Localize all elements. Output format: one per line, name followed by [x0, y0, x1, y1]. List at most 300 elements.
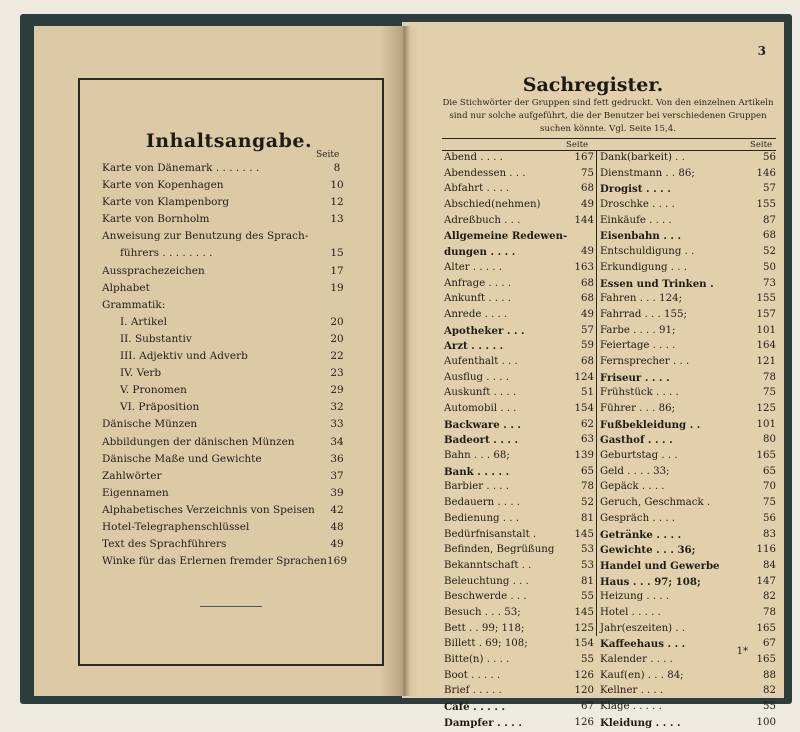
register-right-entry-page: 165 — [756, 622, 776, 634]
register-left-entry — [444, 670, 594, 686]
register-left-entry — [444, 199, 594, 215]
register-left-entry-page: 120 — [574, 685, 594, 697]
toc-entry — [102, 470, 352, 487]
register-left-entry-text: Abendessen . . . — [444, 167, 526, 179]
register-left-column — [444, 152, 594, 732]
register-left-entry-text: Bedürfnisanstalt . — [444, 528, 537, 540]
register-left-entry — [444, 450, 594, 466]
register-right-entry-text: Heizung . . . . — [600, 591, 670, 603]
toc-entry-page: 8 — [333, 162, 341, 174]
toc-entry — [102, 436, 352, 453]
toc-entry-text: Karte von Dänemark . . . . . . . — [102, 162, 260, 174]
register-left-entry-page: 126 — [574, 669, 594, 681]
register-right-entry-page: 100 — [756, 716, 776, 728]
toc-entry-text: Alphabetisches Verzeichnis von Speisen — [102, 503, 315, 516]
register-left-entry-page: 55 — [581, 654, 594, 665]
toc-entry-text: Dänische Maße und Gewichte — [102, 452, 262, 465]
register-left-entry-page: 68 — [581, 183, 594, 195]
register-left-entry-page: 139 — [574, 450, 594, 462]
register-title: Sachregister. — [522, 74, 664, 96]
toc-entry — [102, 179, 352, 196]
register-left-entry-page: 62 — [581, 418, 594, 430]
register-right-entry — [600, 450, 776, 466]
register-right-entry-page: 165 — [756, 654, 776, 665]
register-left-entry — [444, 183, 594, 199]
register-left-entry — [444, 403, 594, 419]
register-left-entry-page: 125 — [574, 622, 594, 634]
register-right-entry — [600, 387, 776, 403]
toc-entry-page: 42 — [330, 503, 344, 516]
register-left-entry — [444, 215, 594, 231]
header-rule — [442, 138, 776, 139]
toc-entry-text: Alphabet — [102, 281, 150, 294]
register-right-entry-text: Fahrrad . . . 155; — [600, 308, 687, 320]
register-right-entry-text: Entschuldigung . . — [600, 246, 695, 258]
toc-entry-page: 48 — [330, 520, 344, 533]
register-right-entry-page: 70 — [763, 481, 776, 493]
ornament-rule — [200, 606, 262, 607]
register-right-entry-page: 82 — [763, 591, 776, 603]
register-left-entry-page: 55 — [581, 591, 594, 603]
register-left-entry — [444, 309, 594, 325]
toc-entry-page: 20 — [330, 315, 344, 328]
register-left-entry-page: 167 — [574, 152, 594, 163]
toc-entry-text: Text des Sprachführers — [102, 538, 227, 551]
register-right-entry — [600, 481, 776, 497]
register-left-entry-text: Bank . . . . . — [444, 465, 510, 478]
register-right-entry-text: Jahr(eszeiten) . . — [600, 622, 686, 634]
register-left-entry-text: Abschied(nehmen) — [444, 199, 541, 211]
toc-entry — [102, 316, 352, 333]
register-right-column — [600, 152, 776, 732]
register-right-entry — [600, 372, 776, 388]
register-right-entry-page: 52 — [763, 246, 776, 258]
register-right-entry-page: 157 — [756, 308, 776, 320]
register-left-entry — [444, 607, 594, 623]
register-right-entry-page: 155 — [756, 199, 776, 211]
toc-entry-text: Dänische Münzen — [102, 418, 198, 431]
register-right-entry-page: 57 — [763, 183, 776, 195]
register-left-entry — [444, 701, 594, 717]
register-right-entry-text: Kaffeehaus . . . — [600, 638, 686, 651]
register-left-entry — [444, 230, 594, 246]
register-left-entry-page: 81 — [581, 512, 594, 524]
register-left-entry-page: 53 — [581, 544, 594, 556]
register-right-entry-page: 55 — [763, 701, 776, 713]
register-left-entry-text: Abfahrt . . . . — [444, 183, 510, 195]
register-left-entry-text: Dampfer . . . . — [444, 716, 522, 729]
register-right-entry — [600, 529, 776, 545]
register-right-entry-page: 56 — [763, 152, 776, 163]
register-left-entry — [444, 387, 594, 403]
toc-entry-text: III. Adjektiv und Adverb — [120, 350, 248, 363]
toc-entry — [102, 538, 352, 555]
register-right-entry-page: 67 — [763, 638, 776, 650]
register-right-entry-page: 146 — [756, 167, 776, 179]
register-left-entry — [444, 576, 594, 592]
register-right-entry-text: Klage . . . . . — [600, 701, 662, 713]
register-left-entry-text: Brief . . . . . — [444, 685, 502, 697]
register-right-entry-page: 101 — [756, 324, 776, 336]
register-right-entry-text: Gepäck . . . . — [600, 481, 665, 493]
register-right-entry — [600, 230, 776, 246]
register-left-entry — [444, 325, 594, 341]
register-left-entry-text: Bahn . . . 68; — [444, 450, 510, 462]
toc-list — [102, 162, 352, 572]
register-right-entry-page: 80 — [763, 434, 776, 446]
toc-seite-header: Seite — [316, 150, 340, 160]
register-right-entry-text: Haus . . . 97; 108; — [600, 575, 701, 588]
register-left-entry — [444, 529, 594, 545]
register-right-entry — [600, 513, 776, 529]
column-header-rule — [442, 150, 776, 151]
register-right-entry — [600, 293, 776, 309]
register-right-entry-text: Geld . . . . 33; — [600, 465, 670, 477]
register-left-entry — [444, 246, 594, 262]
toc-entry-page: 19 — [330, 281, 344, 294]
register-left-entry — [444, 340, 594, 356]
register-left-entry-text: Barbier . . . . — [444, 481, 510, 493]
toc-entry-text: II. Substantiv — [120, 332, 192, 345]
register-right-entry-text: Gespräch . . . . — [600, 512, 676, 524]
register-right-entry-text: Feiertage . . . . — [600, 340, 676, 352]
register-right-entry-text: Gasthof . . . . — [600, 434, 673, 447]
register-right-entry — [600, 152, 776, 168]
register-right-entry-text: Eisenbahn . . . — [600, 230, 682, 243]
register-right-entry-page: 101 — [756, 418, 776, 430]
register-left-entry-text: Allgemeine Redewen- — [444, 230, 568, 243]
register-right-entry-page: 88 — [763, 669, 776, 681]
toc-entry — [102, 367, 352, 384]
toc-entry-page: 169 — [326, 555, 348, 568]
register-right-entry-page: 75 — [763, 387, 776, 399]
register-right-entry — [600, 544, 776, 560]
register-right-entry-text: Drogist . . . . — [600, 183, 671, 196]
register-left-entry-text: Bitte(n) . . . . — [444, 654, 510, 665]
register-left-entry-page: 49 — [581, 308, 594, 320]
register-left-entry-text: Alter . . . . . — [444, 261, 502, 273]
register-left-entry-text: Bedauern . . . . — [444, 497, 521, 509]
toc-entry — [102, 282, 352, 299]
toc-entry — [102, 350, 352, 367]
toc-entry — [102, 384, 352, 401]
register-left-entry-page: 154 — [574, 403, 594, 414]
register-left-entry-page: 68 — [581, 277, 594, 289]
register-left-entry — [444, 497, 594, 513]
register-left-entry-text: Café . . . . . — [444, 701, 506, 714]
register-right-entry-text: Getränke . . . . — [600, 528, 682, 541]
register-right-entry-text: Dank(barkeit) . . — [600, 152, 685, 163]
column-divider — [596, 150, 597, 636]
register-right-entry-page: 87 — [763, 214, 776, 226]
register-left-entry — [444, 544, 594, 560]
register-left-entry — [444, 293, 594, 309]
register-left-entry-page: 68 — [581, 293, 594, 305]
register-left-entry-page: 68 — [581, 355, 594, 367]
toc-entry — [102, 521, 352, 538]
toc-entry — [102, 401, 352, 418]
toc-entry-text: Hotel-Telegraphenschlüssel — [102, 520, 250, 533]
register-left-entry — [444, 168, 594, 184]
seite-header-left: Seite — [566, 140, 589, 150]
register-right-entry — [600, 419, 776, 435]
toc-entry — [102, 247, 352, 264]
register-right-entry — [600, 246, 776, 262]
register-right-entry-page: 125 — [756, 403, 776, 414]
toc-entry-text: Karte von Klampenborg — [102, 196, 230, 209]
toc-entry-page: 29 — [330, 384, 344, 397]
register-right-entry-page: 84 — [763, 559, 776, 571]
register-right-entry-text: Kauf(en) . . . 84; — [600, 669, 684, 681]
register-right-entry — [600, 309, 776, 325]
register-right-entry-page: 147 — [756, 575, 776, 587]
register-right-entry-text: Führer . . . 86; — [600, 403, 676, 414]
register-right-entry — [600, 262, 776, 278]
register-right-entry-page: 82 — [763, 685, 776, 697]
register-right-entry — [600, 278, 776, 294]
toc-entry — [102, 299, 352, 316]
register-right-entry-text: Erkundigung . . . — [600, 261, 687, 273]
register-left-entry-page: 145 — [574, 528, 594, 540]
register-right-entry-page: 116 — [756, 544, 776, 556]
toc-entry-text: Aussprachezeichen — [102, 264, 205, 277]
toc-entry — [102, 265, 352, 282]
register-right-entry — [600, 215, 776, 231]
toc-entry — [102, 162, 352, 179]
toc-entry-text: Grammatik: — [102, 298, 166, 311]
register-right-entry — [600, 654, 776, 670]
register-right-entry-text: Kleidung . . . . — [600, 716, 681, 729]
toc-entry — [102, 333, 352, 350]
register-left-entry-text: Ankunft . . . . — [444, 293, 511, 305]
register-left-entry — [444, 623, 594, 639]
register-right-entry-text: Farbe . . . . 91; — [600, 324, 676, 336]
register-left-entry-text: Apotheker . . . — [444, 324, 525, 337]
register-left-entry-page: 59 — [581, 340, 594, 352]
register-left-entry-text: Auskunft . . . . — [444, 387, 517, 399]
register-left-entry-page: 124 — [574, 371, 594, 383]
register-right-entry-text: Einkäufe . . . . — [600, 214, 672, 226]
register-left-entry-page: 81 — [581, 575, 594, 587]
register-right-entry — [600, 576, 776, 592]
toc-entry-page: 22 — [330, 350, 344, 363]
register-left-entry-page: 52 — [581, 497, 594, 509]
register-right-entry-page: 155 — [756, 293, 776, 305]
seite-header-right: Seite — [750, 140, 773, 150]
register-right-entry-text: Fußbekleidung . . — [600, 418, 701, 431]
register-left-entry-page: 57 — [581, 324, 594, 336]
register-left-entry — [444, 152, 594, 168]
toc-entry-text: IV. Verb — [120, 367, 162, 380]
register-left-entry — [444, 419, 594, 435]
register-left-entry-page: 49 — [581, 199, 594, 211]
register-left-entry-text: Beleuchtung . . . — [444, 575, 529, 587]
register-left-entry-page: 53 — [581, 559, 594, 571]
register-right-entry-text: Gewichte . . . 36; — [600, 544, 696, 557]
register-left-entry-text: Adreßbuch . . . — [444, 214, 521, 226]
register-right-entry-page: 73 — [763, 277, 776, 289]
register-left-entry — [444, 560, 594, 576]
register-left-entry-page: 65 — [581, 465, 594, 477]
register-right-entry-text: Frühstück . . . . — [600, 387, 679, 399]
toc-entry-page: 10 — [330, 179, 344, 192]
register-left-entry — [444, 685, 594, 701]
register-left-entry-page: 145 — [574, 606, 594, 618]
register-right-entry — [600, 670, 776, 686]
toc-entry-text: I. Artikel — [120, 315, 167, 328]
toc-entry-text: Karte von Bornholm — [102, 213, 210, 226]
toc-entry — [102, 555, 352, 572]
register-left-entry-page: 75 — [581, 167, 594, 179]
register-left-entry — [444, 434, 594, 450]
register-left-entry-page: 49 — [581, 246, 594, 258]
register-right-entry-page: 164 — [756, 340, 776, 352]
register-right-entry — [600, 623, 776, 639]
register-right-entry-text: Geruch, Geschmack . — [600, 497, 711, 509]
register-right-entry — [600, 591, 776, 607]
register-left-entry-page: 63 — [581, 434, 594, 446]
toc-entry — [102, 213, 352, 230]
toc-entry-text: Anweisung zur Benutzung des Sprach- — [102, 230, 309, 243]
register-left-entry-text: Anfrage . . . . — [444, 277, 512, 289]
toc-entry-page: 12 — [330, 196, 344, 209]
register-right-entry — [600, 466, 776, 482]
signature-mark: 1* — [736, 646, 748, 657]
toc-entry-page: 49 — [330, 538, 344, 551]
register-left-entry-text: Boot . . . . . — [444, 669, 501, 681]
toc-entry — [102, 418, 352, 435]
register-right-entry-page: 65 — [763, 465, 776, 477]
register-right-entry-page: 68 — [763, 230, 776, 242]
register-right-entry — [600, 325, 776, 341]
register-left-entry-page: 163 — [574, 261, 594, 273]
register-right-entry-page: 78 — [763, 606, 776, 618]
register-left-entry-text: Badeort . . . . — [444, 434, 519, 447]
toc-entry-text: Eigennamen — [102, 486, 169, 499]
toc-entry-page: 23 — [330, 367, 344, 380]
register-left-entry-page: 67 — [581, 701, 594, 713]
toc-entry-text: Zahlwörter — [102, 469, 162, 482]
register-left-entry-page: 126 — [574, 716, 594, 728]
toc-entry-text: VI. Präposition — [120, 401, 200, 414]
register-left-entry-text: Bedienung . . . — [444, 512, 519, 524]
register-right-entry-text: Droschke . . . . — [600, 199, 675, 211]
register-intro: Die Stichwörter der Gruppen sind fett gedruckt. Von den einzelnen Artikeln sind nur solche aufgeführt, die der Benutzer bei verschiedenen Gruppen suchen könnte. Vgl. Seite 15,4. — [442, 98, 774, 134]
register-right-entry — [600, 183, 776, 199]
register-right-entry-text: Geburtstag . . . — [600, 450, 678, 462]
register-right-entry-page: 56 — [763, 512, 776, 524]
register-left-entry-text: Anrede . . . . — [444, 308, 508, 320]
toc-entry-text: Winke für das Erlernen fremder Sprachen — [102, 555, 327, 568]
register-right-entry-page: 50 — [763, 261, 776, 273]
toc-entry-page: 36 — [330, 452, 344, 465]
register-left-entry — [444, 654, 594, 670]
register-left-entry-text: Aufenthalt . . . — [444, 355, 518, 367]
register-right-entry-page: 165 — [756, 450, 776, 462]
register-right-entry-text: Kalender . . . . — [600, 654, 673, 665]
register-right-entry-text: Dienstmann . . 86; — [600, 167, 695, 179]
register-right-entry-text: Friseur . . . . — [600, 371, 670, 384]
toc-entry — [102, 487, 352, 504]
register-right-entry-text: Handel und Gewerbe — [600, 559, 720, 572]
register-left-entry-text: Bett . . 99; 118; — [444, 622, 525, 634]
register-right-entry-text: Fahren . . . 124; — [600, 293, 683, 305]
register-right-entry-text: Fernsprecher . . . — [600, 355, 690, 367]
register-left-entry-text: Besuch . . . 53; — [444, 606, 521, 618]
register-left-entry-text: Befinden, Begrüßung — [444, 544, 555, 556]
register-left-entry-text: Automobil . . . — [444, 403, 517, 414]
toc-title: Inhaltsangabe. — [145, 130, 313, 152]
register-left-entry-page: 51 — [581, 387, 594, 399]
register-left-entry-text: Arzt . . . . . — [444, 340, 504, 353]
register-left-entry-text: dungen . . . . — [444, 246, 516, 259]
toc-entry-page: 34 — [330, 435, 344, 448]
toc-entry-text: V. Pronomen — [120, 384, 187, 397]
register-right-entry-text: Hotel . . . . . — [600, 606, 661, 618]
register-right-entry — [600, 560, 776, 576]
register-right-entry-page: 121 — [756, 355, 776, 367]
toc-entry-page: 33 — [330, 418, 344, 431]
toc-entry-page: 13 — [330, 213, 344, 226]
register-left-entry — [444, 356, 594, 372]
toc-entry-page: 17 — [330, 264, 344, 277]
register-left-entry — [444, 591, 594, 607]
register-right-entry-page: 75 — [763, 497, 776, 509]
register-left-entry-page: 154 — [574, 638, 594, 650]
book-gutter — [380, 26, 420, 696]
register-right-entry-page: 83 — [763, 528, 776, 540]
register-right-entry — [600, 497, 776, 513]
toc-entry — [102, 230, 352, 247]
toc-entry-page: 15 — [330, 247, 344, 260]
register-left-entry-page: 78 — [581, 481, 594, 493]
register-right-entry — [600, 685, 776, 701]
toc-entry-text: Abbildungen der dänischen Münzen — [102, 435, 295, 448]
register-right-entry — [600, 340, 776, 356]
toc-entry — [102, 196, 352, 213]
register-left-entry — [444, 513, 594, 529]
register-right-entry-page: 78 — [763, 371, 776, 383]
register-left-entry-text: Billett . 69; 108; — [444, 638, 528, 650]
toc-entry-page: 32 — [330, 401, 344, 414]
register-left-entry-text: Backware . . . — [444, 418, 521, 431]
register-left-entry-text: Bekanntschaft . . — [444, 559, 532, 571]
register-right-entry — [600, 199, 776, 215]
register-right-entry — [600, 638, 776, 654]
toc-entry-page: 37 — [330, 469, 344, 482]
toc-entry — [102, 504, 352, 521]
register-right-entry — [600, 356, 776, 372]
register-left-entry — [444, 262, 594, 278]
register-left-entry — [444, 481, 594, 497]
register-right-entry-text: Essen und Trinken . — [600, 277, 714, 290]
toc-entry — [102, 453, 352, 470]
page-number: 3 — [757, 44, 766, 58]
register-left-entry-text: Abend . . . . — [444, 152, 503, 163]
register-right-entry-text: Kellner . . . . — [600, 685, 664, 697]
toc-entry-page: 39 — [330, 486, 344, 499]
toc-entry-text: Karte von Kopenhagen — [102, 179, 224, 192]
register-left-entry — [444, 466, 594, 482]
register-right-entry — [600, 403, 776, 419]
register-right-entry — [600, 701, 776, 717]
toc-entry-page: 20 — [330, 332, 344, 345]
register-right-entry — [600, 717, 776, 732]
register-left-entry — [444, 638, 594, 654]
toc-entry-text: führers . . . . . . . . — [120, 247, 213, 260]
register-right-entry — [600, 168, 776, 184]
register-left-entry-page: 144 — [574, 214, 594, 226]
